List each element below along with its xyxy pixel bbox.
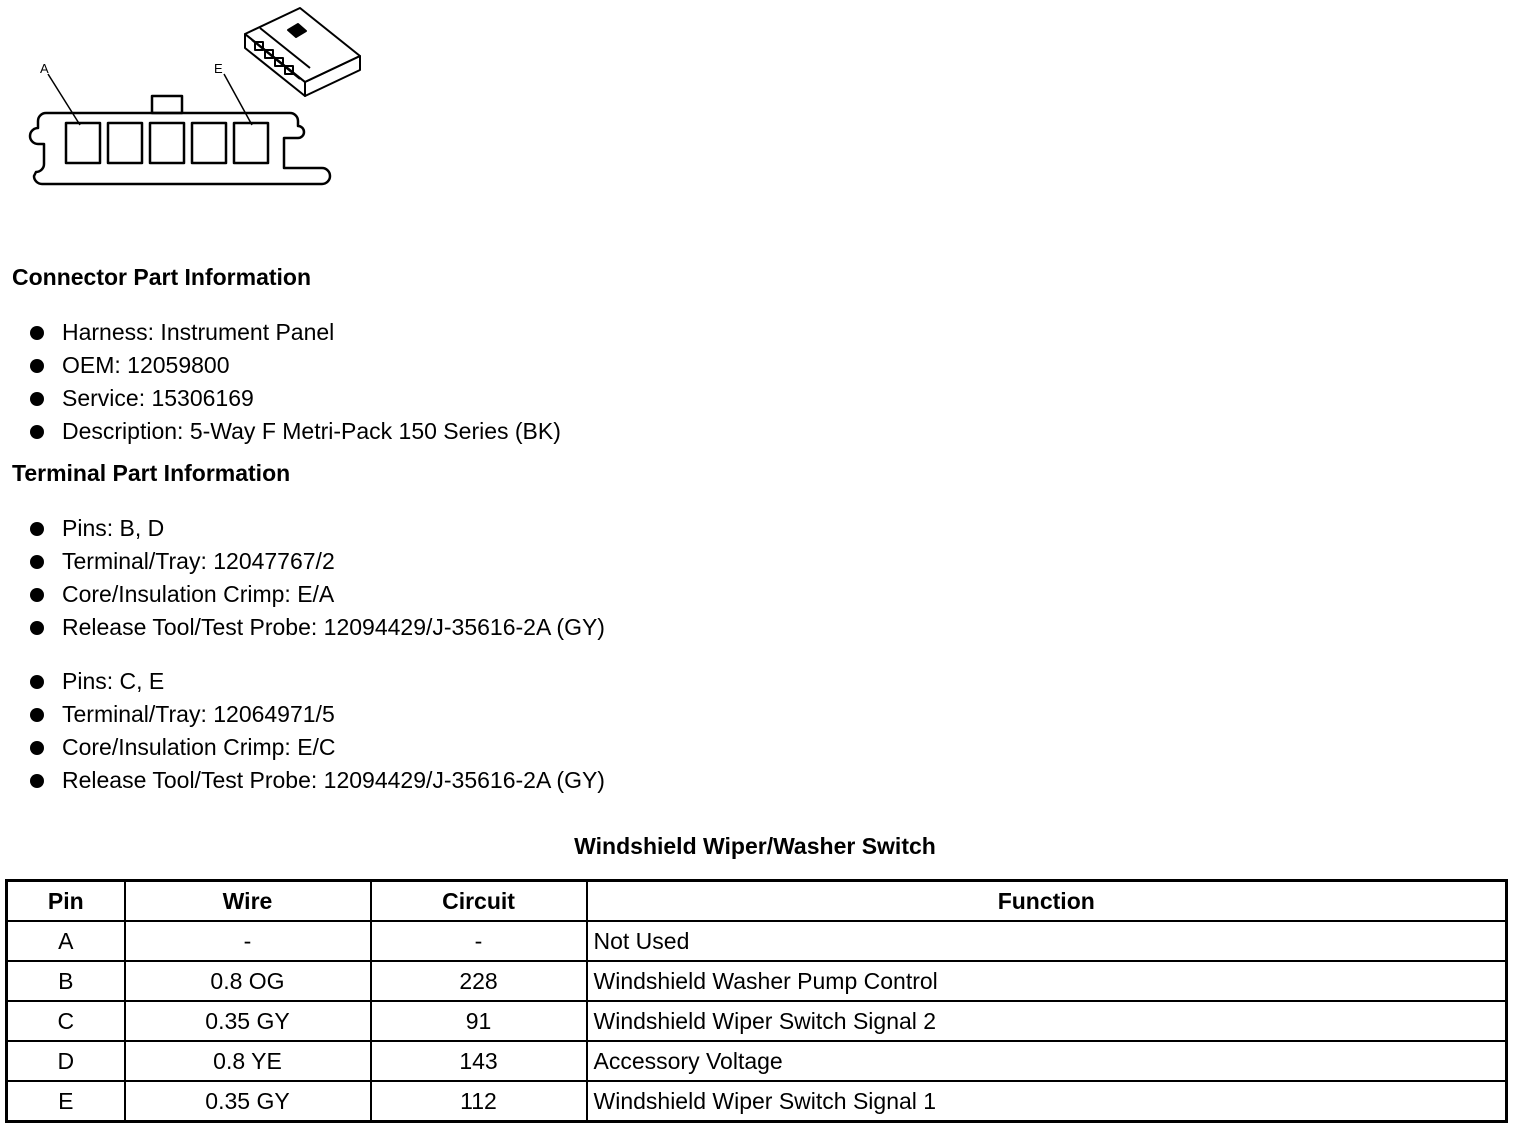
cell-pin: A	[7, 921, 125, 961]
list-item: Pins: B, D	[28, 512, 605, 545]
column-header-wire: Wire	[125, 881, 371, 922]
connector-face	[30, 74, 330, 184]
bullet-icon	[30, 621, 44, 635]
cell-function: Windshield Washer Pump Control	[587, 961, 1507, 1001]
cell-wire: 0.8 OG	[125, 961, 371, 1001]
table-row	[7, 921, 1507, 961]
cell-circuit: 143	[371, 1041, 587, 1081]
list-item: OEM: 12059800	[28, 349, 561, 382]
list-item: Terminal/Tray: 12047767/2	[28, 545, 605, 578]
table-header-row	[7, 881, 1507, 922]
connector-info-heading: Connector Part Information	[12, 264, 312, 290]
cell-wire: 0.35 GY	[125, 1001, 371, 1041]
cell-circuit: 91	[371, 1001, 587, 1041]
cell-function: Not Used	[587, 921, 1507, 961]
cell-function: Windshield Wiper Switch Signal 2	[587, 1001, 1507, 1041]
bullet-icon	[30, 774, 44, 788]
list-item: Harness: Instrument Panel	[28, 316, 561, 349]
cell-circuit: 112	[371, 1081, 587, 1122]
list-item: Release Tool/Test Probe: 12094429/J-35616-2A (GY)	[28, 764, 605, 797]
list-item: Pins: C, E	[28, 665, 605, 698]
connector-info-list	[28, 316, 561, 448]
cell-circuit: -	[371, 921, 587, 961]
cell-function: Accessory Voltage	[587, 1041, 1507, 1081]
bullet-icon	[30, 522, 44, 536]
cell-circuit: 228	[371, 961, 587, 1001]
table-title: Windshield Wiper/Washer Switch	[574, 833, 936, 859]
cell-pin: E	[7, 1081, 125, 1122]
bullet-icon	[30, 675, 44, 689]
list-item: Core/Insulation Crimp: E/A	[28, 578, 605, 611]
bullet-icon	[30, 588, 44, 602]
list-item: Service: 15306169	[28, 382, 561, 415]
list-item: Release Tool/Test Probe: 12094429/J-35616-2A (GY)	[28, 611, 605, 644]
bullet-icon	[30, 708, 44, 722]
terminal-info-heading: Terminal Part Information	[12, 460, 291, 486]
column-header-pin: Pin	[7, 881, 125, 922]
table-row	[7, 1041, 1507, 1081]
cell-wire: 0.8 YE	[125, 1041, 371, 1081]
list-item: Description: 5-Way F Metri-Pack 150 Series (BK)	[28, 415, 561, 448]
bullet-icon	[30, 741, 44, 755]
terminal-group-1-list	[28, 512, 605, 644]
column-header-circuit: Circuit	[371, 881, 587, 922]
connector-isometric-icon	[245, 8, 360, 96]
table-row	[7, 961, 1507, 1001]
list-item: Core/Insulation Crimp: E/C	[28, 731, 605, 764]
list-item: Terminal/Tray: 12064971/5	[28, 698, 605, 731]
bullet-icon	[30, 326, 44, 340]
cell-pin: C	[7, 1001, 125, 1041]
pin-a-label: A	[40, 61, 49, 76]
column-header-function: Function	[587, 881, 1507, 922]
pinout-table	[5, 879, 1508, 1123]
table-row	[7, 1001, 1507, 1041]
connector-diagram	[0, 0, 380, 210]
bullet-icon	[30, 392, 44, 406]
cell-function: Windshield Wiper Switch Signal 1	[587, 1081, 1507, 1122]
pin-e-label: E	[214, 61, 223, 76]
bullet-icon	[30, 425, 44, 439]
bullet-icon	[30, 555, 44, 569]
terminal-group-2-list	[28, 665, 605, 797]
cell-wire: 0.35 GY	[125, 1081, 371, 1122]
cell-wire: -	[125, 921, 371, 961]
bullet-icon	[30, 359, 44, 373]
cell-pin: D	[7, 1041, 125, 1081]
cell-pin: B	[7, 961, 125, 1001]
table-row	[7, 1081, 1507, 1122]
